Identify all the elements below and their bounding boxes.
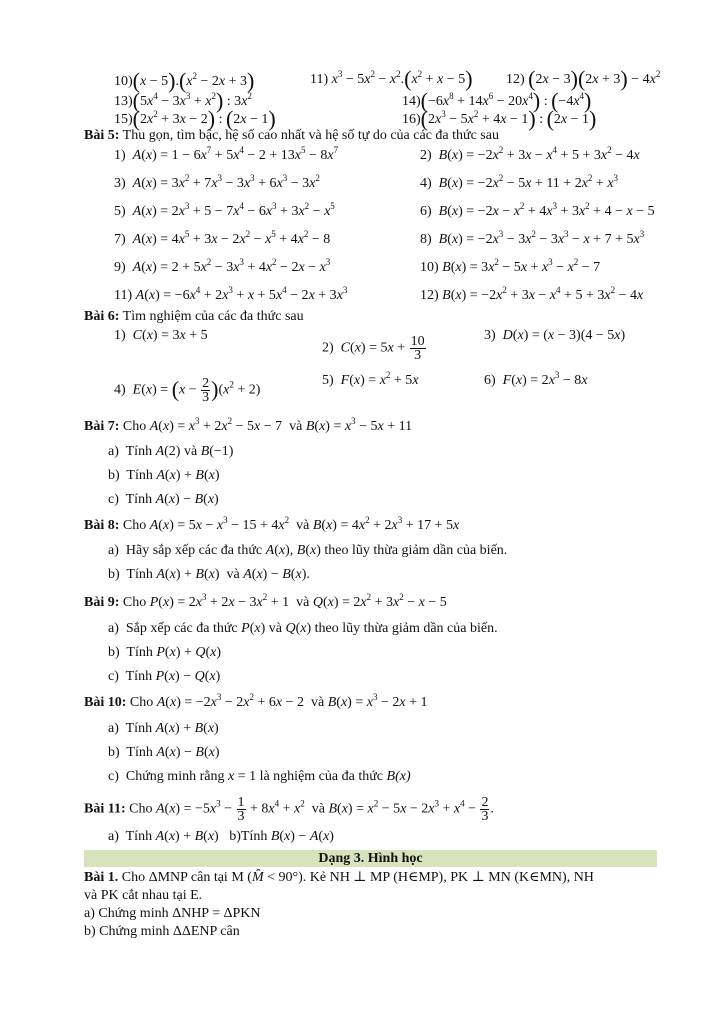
bai11-a: a) Tính A(x) + B(x) b)Tính B(x) − A(x) (108, 829, 334, 844)
geo-line1: Bài 1. Cho ΔMNP cân tại M (M̂ < 90°). Kẻ NH ⊥ MP (H∈MP), PK ⊥ MN (K∈MN), NH (84, 870, 594, 885)
bai5-item-4: 4) $B(x) = -2x^2 - 5x + 11 + 2x^2 + x^3$ (420, 173, 619, 191)
bai6-heading: Bài 6: Tìm nghiệm của các đa thức sau (84, 309, 304, 324)
bai7-heading: Bài 7: Cho $A(x) = x^3 + 2x^2 - 5x - 7$ và $B(x) = x^3 - 5x + 11$ (84, 416, 413, 434)
bai6-item-3: 3) D(x) = (x − 3)(4 − 5x) (484, 328, 626, 343)
bai5-item-8: 8) $B(x) = -2x^3 - 3x^2 - 3x^3 - x + 7 + 5x^3$ (420, 229, 645, 247)
bai5-item-3: 3) $A(x) = 3x^2 + 7x^3 - 3x^3 + 6x^3 - 3x^2$ (114, 173, 320, 191)
bai5-item-10: 10) $B(x) = 3x^2 - 5x + x^3 - x^2 - 7$ (420, 257, 601, 275)
bai7-c: c) Tính A(x) − B(x) (108, 492, 219, 507)
bai10-c: c) Chứng minh rằng x = 1 là nghiệm của đa thức B(x) (108, 769, 411, 784)
bai6-item-6: 6) $F(x) = 2x^3 - 8x$ (484, 370, 588, 388)
bai5-item-5: 5) $A(x) = 2x^3 + 5 - 7x^4 - 6x^3 + 3x^2 - x^5$ (114, 201, 335, 219)
expr-14: $14)(-6x^8 + 14x^6 - 20x^4)$ : $(-4x^4)$ (402, 88, 592, 113)
geo-line2: và PK cắt nhau tại E. (84, 888, 203, 903)
bai5-item-12: 12) $B(x) = -2x^2 + 3x - x^4 + 5 + 3x^2 - 4x$ (420, 285, 644, 303)
bai6-item-1: 1) C(x) = 3x + 5 (114, 328, 208, 343)
bai9-b: b) Tính P(x) + Q(x) (108, 645, 222, 660)
expr-13: $13)(5x^4 - 3x^3 + x^2)$ : $3x^2$ (114, 88, 252, 113)
bai6-item-2: 2) C(x) = 5x + $\frac{10}{3}$ (322, 334, 425, 363)
bai5-heading: Bài 5: Thu gọn, tìm bậc, hệ số cao nhất và hệ số tự do của các đa thức sau (84, 128, 499, 143)
geo-b: b) Chứng minh ΔΔENP cân (84, 924, 240, 939)
expr-16: $16)(2x^3 - 5x^2 + 4x - 1)$ : (2x − 1) (402, 106, 597, 131)
geo-a: a) Chứng minh ΔNHP = ΔPKN (84, 906, 261, 921)
bai9-a: a) Sắp xếp các đa thức P(x) và Q(x) theo lũy thừa giảm dần của biến. (108, 621, 498, 636)
expr-12: 12) $(2x - 3)(2x + 3) - 4x^2$ (506, 66, 661, 91)
bai9-heading: Bài 9: Cho $P(x) = 2x^3 + 2x - 3x^2 + 1$ và $Q(x) = 2x^2 + 3x^2 - x - 5$ (84, 592, 447, 610)
bai6-item-5: 5) $F(x) = x^2 + 5x$ (322, 370, 419, 388)
bai6-item-4: 4) E(x) = (x − $\frac{2}{3}$ )$(x^2 + 2)$ (114, 376, 261, 405)
bai10-b: b) Tính A(x) − B(x) (108, 745, 220, 760)
bai8-heading: Bài 8: Cho $A(x) = 5x - x^3 - 15 + 4x^2$ và $B(x) = 4x^2 + 2x^3 + 17 + 5x$ (84, 515, 460, 533)
bai9-c: c) Tính P(x) − Q(x) (108, 669, 221, 684)
bai7-a: a) Tính A(2) và B(−1) (108, 444, 234, 459)
bai5-item-2: 2) $B(x) = -2x^2 + 3x - x^4 + 5 + 3x^2 - 4x$ (420, 145, 640, 163)
expr-10: $10)(x - 5).(x^2 - 2x + 3)$ (114, 68, 255, 93)
bai8-a: a) Hãy sắp xếp các đa thức A(x), B(x) theo lũy thừa giảm dần của biến. (108, 543, 508, 558)
bai10-a: a) Tính A(x) + B(x) (108, 721, 219, 736)
expr-11: 11) $x^3 - 5x^2 - x^2.(x^2 + x - 5)$ (310, 66, 473, 91)
bai11-heading: Bài 11: Cho $A(x) = -5x^3$ − $\frac{1}{3}$ + $8x^4 + x^2$ và $B(x) = x^2 - 5x - 2x^3 + x^4$ − $\frac{2}{3}$ . (84, 795, 494, 824)
bai7-b: b) Tính A(x) + B(x) (108, 468, 220, 483)
bai5-item-11: 11) $A(x) = -6x^4 + 2x^3 + x + 5x^4 - 2x + 3x^3$ (114, 285, 348, 303)
bai5-item-1: 1) $A(x) = 1 - 6x^7 + 5x^4 - 2 + 13x^5 - 8x^7$ (114, 145, 339, 163)
bai5-item-9: 9) $A(x) = 2 + 5x^2 - 3x^3 + 4x^2 - 2x - x^3$ (114, 257, 331, 275)
bai8-b: b) Tính A(x) + B(x) và A(x) − B(x). (108, 567, 310, 582)
expr-15: $15)(2x^2 + 3x - 2)$ : (2x − 1) (114, 106, 276, 131)
bai5-item-6: 6) $B(x) = -2x - x^2 + 4x^3 + 3x^2 + 4 - x - 5$ (420, 201, 655, 219)
section-heading: Dạng 3. Hình học (84, 850, 657, 867)
bai10-heading: Bài 10: Cho $A(x) = -2x^3 - 2x^2 + 6x - 2$ và $B(x) = x^3 - 2x + 1$ (84, 692, 428, 710)
bai5-item-7: 7) $A(x) = 4x^5 + 3x - 2x^2 - x^5 + 4x^2 - 8$ (114, 229, 331, 247)
